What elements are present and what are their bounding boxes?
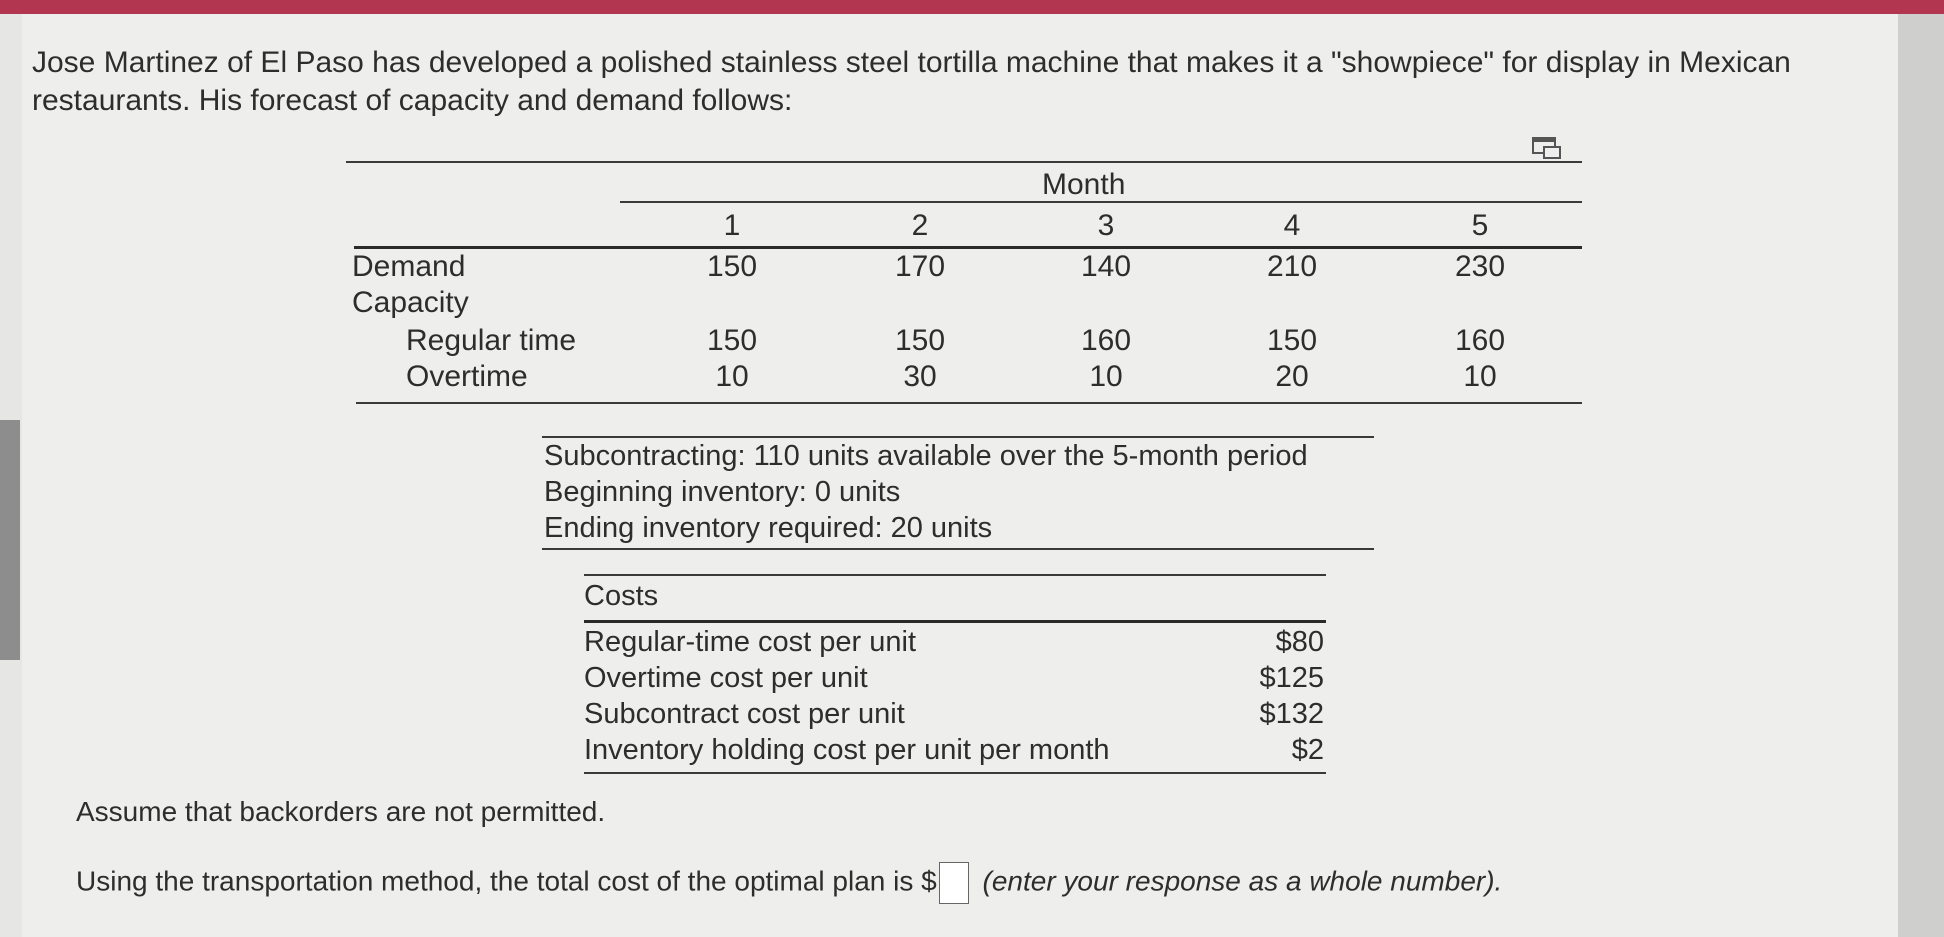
left-edge-tab bbox=[0, 420, 20, 660]
overtime-m5: 10 bbox=[1463, 360, 1497, 393]
month-header: Month bbox=[1042, 168, 1126, 201]
costs-bottom-rule bbox=[584, 772, 1326, 774]
ending-inventory-text: Ending inventory required: 20 units bbox=[544, 512, 993, 544]
costs-top-rule bbox=[584, 574, 1326, 576]
month-1: 1 bbox=[723, 209, 741, 242]
overtime-m1: 10 bbox=[715, 360, 749, 393]
subcontracting-text: Subcontracting: 110 units available over the 5-month period bbox=[544, 440, 1308, 472]
assumption-text: Assume that backorders are not permitted. bbox=[76, 796, 606, 827]
regular-m5: 160 bbox=[1454, 324, 1506, 357]
total-cost-answer-input[interactable] bbox=[939, 862, 969, 904]
overtime-cost-label: Overtime cost per unit bbox=[584, 662, 868, 694]
demand-m4: 210 bbox=[1266, 250, 1318, 283]
costs-header: Costs bbox=[584, 580, 659, 612]
capacity-label: Capacity bbox=[352, 286, 469, 319]
costs-table bbox=[584, 574, 1326, 774]
popout-window-icon[interactable] bbox=[1532, 136, 1562, 160]
regular-m4: 150 bbox=[1266, 324, 1318, 357]
demand-m2: 170 bbox=[894, 250, 946, 283]
month-2: 2 bbox=[911, 209, 929, 242]
month-rule bbox=[620, 201, 1582, 203]
top-accent-bar bbox=[0, 0, 1944, 14]
month-4: 4 bbox=[1283, 209, 1301, 242]
conditions-block bbox=[544, 438, 1308, 546]
overtime-cost-value: $125 bbox=[1259, 662, 1324, 694]
regular-m2: 150 bbox=[894, 324, 946, 357]
intro-paragraph: Jose Martinez of El Paso has developed a polished stainless steel tortilla machine that makes it a "showpiece" for display in Mexican restaurants. His forecast of capacity and demand follows: bbox=[32, 46, 1791, 117]
demand-m5: 230 bbox=[1454, 250, 1506, 283]
question-prefix: Using the transportation method, the total cost of the optimal plan is $ bbox=[76, 865, 937, 897]
subcontract-cost-value: $132 bbox=[1259, 698, 1324, 730]
holding-cost-value: $2 bbox=[1291, 734, 1324, 766]
overtime-m2: 30 bbox=[903, 360, 937, 393]
month-5: 5 bbox=[1471, 209, 1489, 242]
demand-m3: 140 bbox=[1080, 250, 1132, 283]
overtime-m4: 20 bbox=[1275, 360, 1309, 393]
question-line bbox=[76, 862, 1502, 904]
regular-cost-value: $80 bbox=[1275, 626, 1324, 658]
regular-time-label: Regular time bbox=[406, 324, 577, 357]
costs-header-rule bbox=[584, 620, 1326, 623]
regular-m3: 160 bbox=[1080, 324, 1132, 357]
header-bottom-rule bbox=[354, 246, 1582, 249]
question-page bbox=[22, 14, 1898, 937]
table-bottom-rule bbox=[356, 402, 1582, 404]
conditions-bottom-rule bbox=[542, 548, 1374, 550]
subcontract-cost-label: Subcontract cost per unit bbox=[584, 698, 905, 730]
month-3: 3 bbox=[1097, 209, 1115, 242]
right-scroll-strip[interactable] bbox=[1898, 14, 1944, 937]
question-suffix: (enter your response as a whole number). bbox=[982, 865, 1503, 897]
demand-m1: 150 bbox=[706, 250, 758, 283]
beginning-inventory-text: Beginning inventory: 0 units bbox=[544, 476, 901, 508]
overtime-m3: 10 bbox=[1089, 360, 1123, 393]
regular-cost-label: Regular-time cost per unit bbox=[584, 626, 917, 658]
overtime-label: Overtime bbox=[406, 360, 528, 393]
table-top-rule bbox=[346, 161, 1582, 163]
demand-label: Demand bbox=[352, 250, 466, 283]
regular-m1: 150 bbox=[706, 324, 758, 357]
holding-cost-label: Inventory holding cost per unit per month bbox=[584, 734, 1110, 766]
